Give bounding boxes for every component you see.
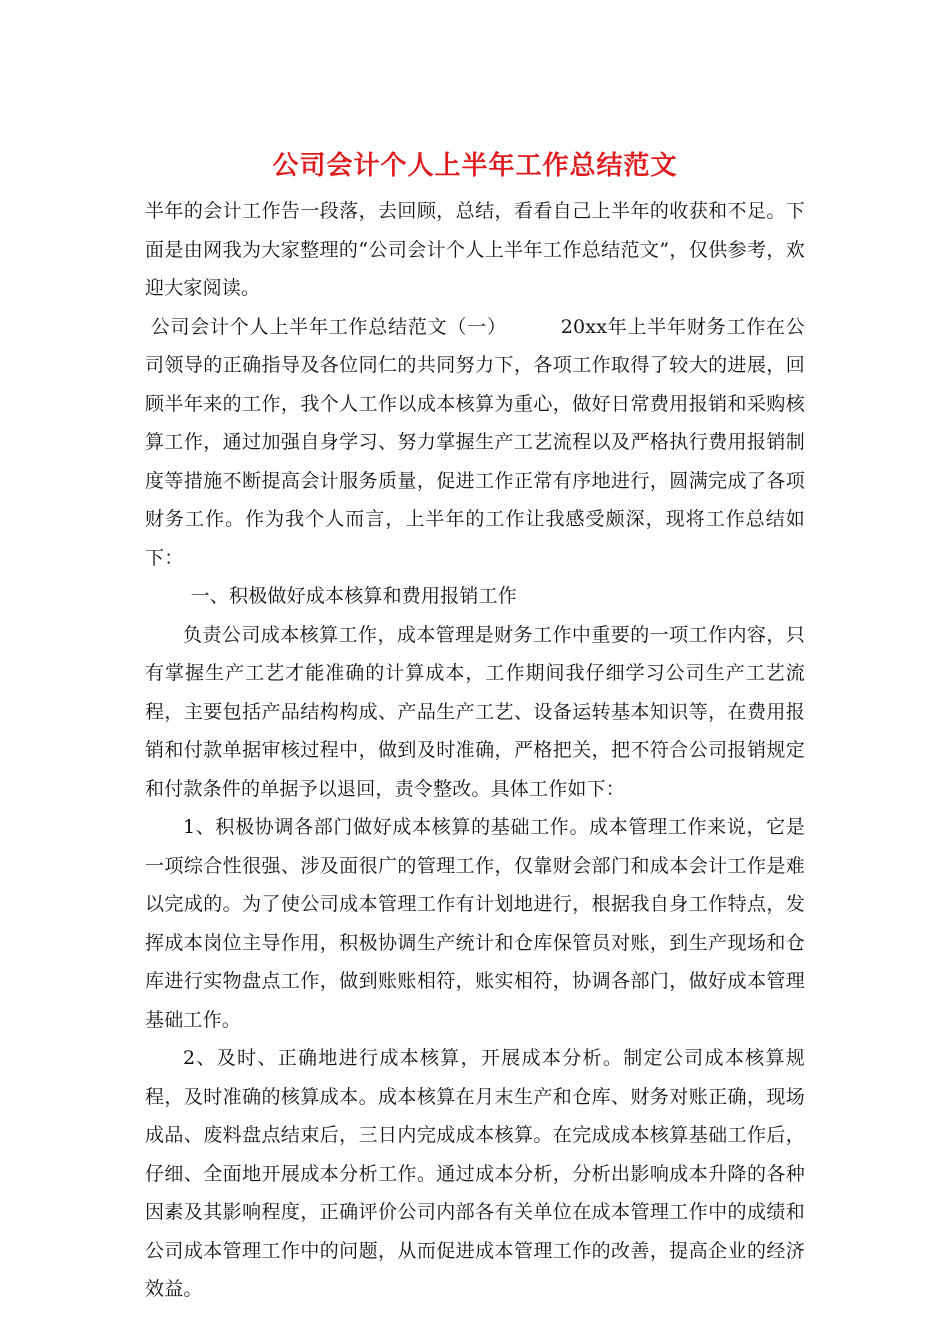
paragraph-3: 2、及时、正确地进行成本核算，开展成本分析。制定公司成本核算规程，及时准确的核算成本。成本核算在月末生产和仓库、财务对账正确，现场成品、废料盘点结束后，三日内完成成本核算。在完成成本核算基础工作后，仔细、全面地开展成本分析工作。通过成本分析，分析出影响成本升降的各种因素及其影响程度，正确评价公司内部各有关单位在成本管理工作中的成绩和公司成本管理工作中的问题，从而促进成本管理工作的改善，提高企业的经济效益。	[145, 1047, 805, 1300]
paragraph-2: 1、积极协调各部门做好成本核算的基础工作。成本管理工作来说，它是一项综合性很强、涉及面很广的管理工作，仅靠财会部门和成本会计工作是难以完成的。为了使公司成本管理工作有计划地进行，根据我自身工作特点，发挥成本岗位主导作用，积极协调生产统计和仓库保管员对账，到生产现场和仓库进行实物盘点工作，做到账账相符，账实相符，协调各部门，做好成本管理基础工作。	[145, 816, 805, 1031]
section-paragraph	[145, 308, 805, 578]
document-title: 公司会计个人上半年工作总结范文	[272, 151, 678, 181]
section-title: 公司会计个人上半年工作总结范文（一）	[150, 315, 507, 338]
document-body	[145, 192, 805, 1309]
intro-paragraph: 半年的会计工作告一段落，去回顾，总结，看看自己上半年的收获和不足。下面是由网我为大家整理的“公司会计个人上半年工作总结范文”，仅供参考，欢迎大家阅读。	[145, 200, 805, 299]
heading-1: 一、积极做好成本核算和费用报销工作	[190, 585, 517, 607]
paragraph-1: 负责公司成本核算工作，成本管理是财务工作中重要的一项工作内容，只有掌握生产工艺才能准确的计算成本，工作期间我仔细学习公司生产工艺流程，主要包括产品结构构成、产品生产工艺、设备运转基本知识等，在费用报销和付款单据审核过程中，做到及时准确，严格把关，把不符合公司报销规定和付款条件的单据予以退回，责令整改。具体工作如下：	[145, 623, 805, 800]
section-first-text: 20xx年上半年财务工作在公司领导的正确指导及各位同仁的共同努力下，各项工作取得了较大的进展，回顾半年来的工作，我个人工作以成本核算为重心，做好日常费用报销和采购核算工作，通过加强自身学习、努力掌握生产工艺流程以及严格执行费用报销制度等措施不断提高会计服务质量，促进工作正常有序地进行，圆满完成了各项财务工作。作为我个人而言，上半年的工作让我感受颇深，现将工作总结如下：	[145, 315, 805, 569]
